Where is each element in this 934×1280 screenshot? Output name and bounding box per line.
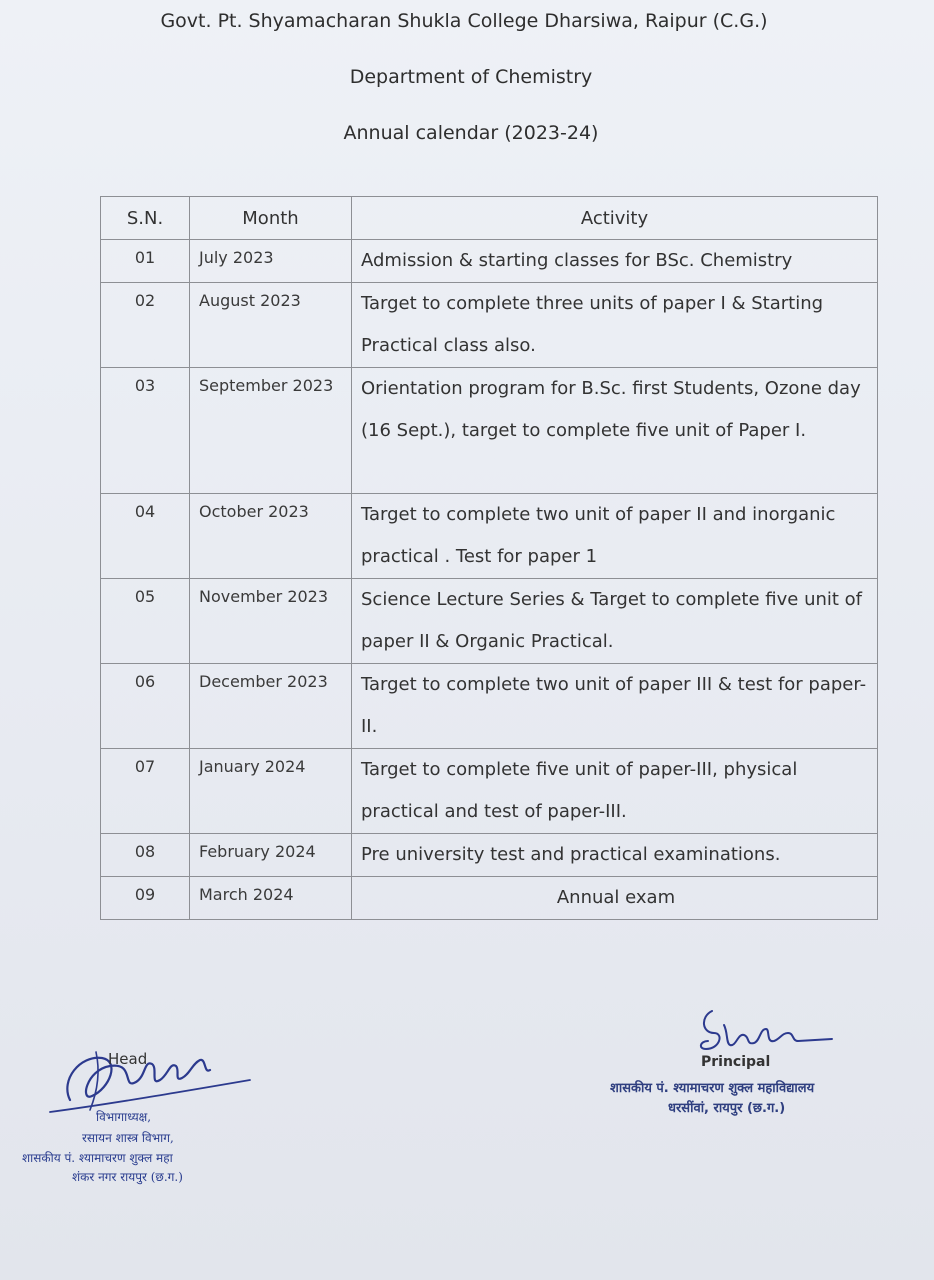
row-month: October 2023 [190,494,352,579]
row-activity: Annual exam [352,877,878,920]
table-row [101,240,878,283]
column-header-sn: S.N. [101,197,190,240]
row-month: January 2024 [190,749,352,834]
calendar-table [100,196,878,920]
table-row [101,749,878,834]
principal-stamp-line: शासकीय पं. श्यामाचरण शुक्ल महाविद्यालय [610,1081,815,1096]
head-stamp-line: रसायन शास्त्र विभाग, [82,1131,174,1145]
head-label: Head [108,1050,148,1068]
page-title: Annual calendar (2023-24) [343,122,599,144]
head-signature [40,1030,270,1120]
row-month: November 2023 [190,579,352,664]
row-sn: 05 [101,579,190,664]
table-row [101,368,878,494]
row-month: September 2023 [190,368,352,494]
column-header-activity: Activity [352,197,878,240]
row-month: August 2023 [190,283,352,368]
row-activity: Target to complete two unit of paper II and inorganic practical . Test for paper 1 [352,494,878,579]
principal-signature [690,1003,840,1058]
table-header-row [101,197,878,240]
row-sn: 06 [101,664,190,749]
row-activity: Orientation program for B.Sc. first Students, Ozone day (16 Sept.), target to complete five unit of Paper I. [352,368,878,494]
table-row [101,283,878,368]
principal-stamp-line: धरसींवां, रायपुर (छ.ग.) [668,1101,786,1116]
row-month: March 2024 [190,877,352,920]
table-row [101,579,878,664]
row-activity: Pre university test and practical examinations. [352,834,878,877]
column-header-month: Month [190,197,352,240]
row-activity: Target to complete five unit of paper-III, physical practical and test of paper-III. [352,749,878,834]
table-row [101,834,878,877]
row-sn: 07 [101,749,190,834]
head-stamp-line: विभागाध्यक्ष, [96,1110,152,1124]
row-activity: Science Lecture Series & Target to complete five unit of paper II & Organic Practical. [352,579,878,664]
table-row [101,877,878,920]
row-sn: 08 [101,834,190,877]
row-activity: Admission & starting classes for BSc. Chemistry [352,240,878,283]
head-stamp-line: शासकीय पं. श्यामाचरण शुक्ल महा [22,1151,173,1165]
row-month: December 2023 [190,664,352,749]
table-row [101,664,878,749]
table-row [101,494,878,579]
row-month: July 2023 [190,240,352,283]
head-stamp-line: शंकर नगर रायपुर (छ.ग.) [72,1170,183,1184]
college-name: Govt. Pt. Shyamacharan Shukla College Dharsiwa, Raipur (C.G.) [160,10,768,32]
row-sn: 04 [101,494,190,579]
department-name: Department of Chemistry [349,66,593,88]
row-month: February 2024 [190,834,352,877]
row-activity: Target to complete two unit of paper III & test for paper-II. [352,664,878,749]
row-activity: Target to complete three units of paper I & Starting Practical class also. [352,283,878,368]
principal-label: Principal [701,1054,771,1070]
row-sn: 09 [101,877,190,920]
row-sn: 02 [101,283,190,368]
row-sn: 03 [101,368,190,494]
row-sn: 01 [101,240,190,283]
